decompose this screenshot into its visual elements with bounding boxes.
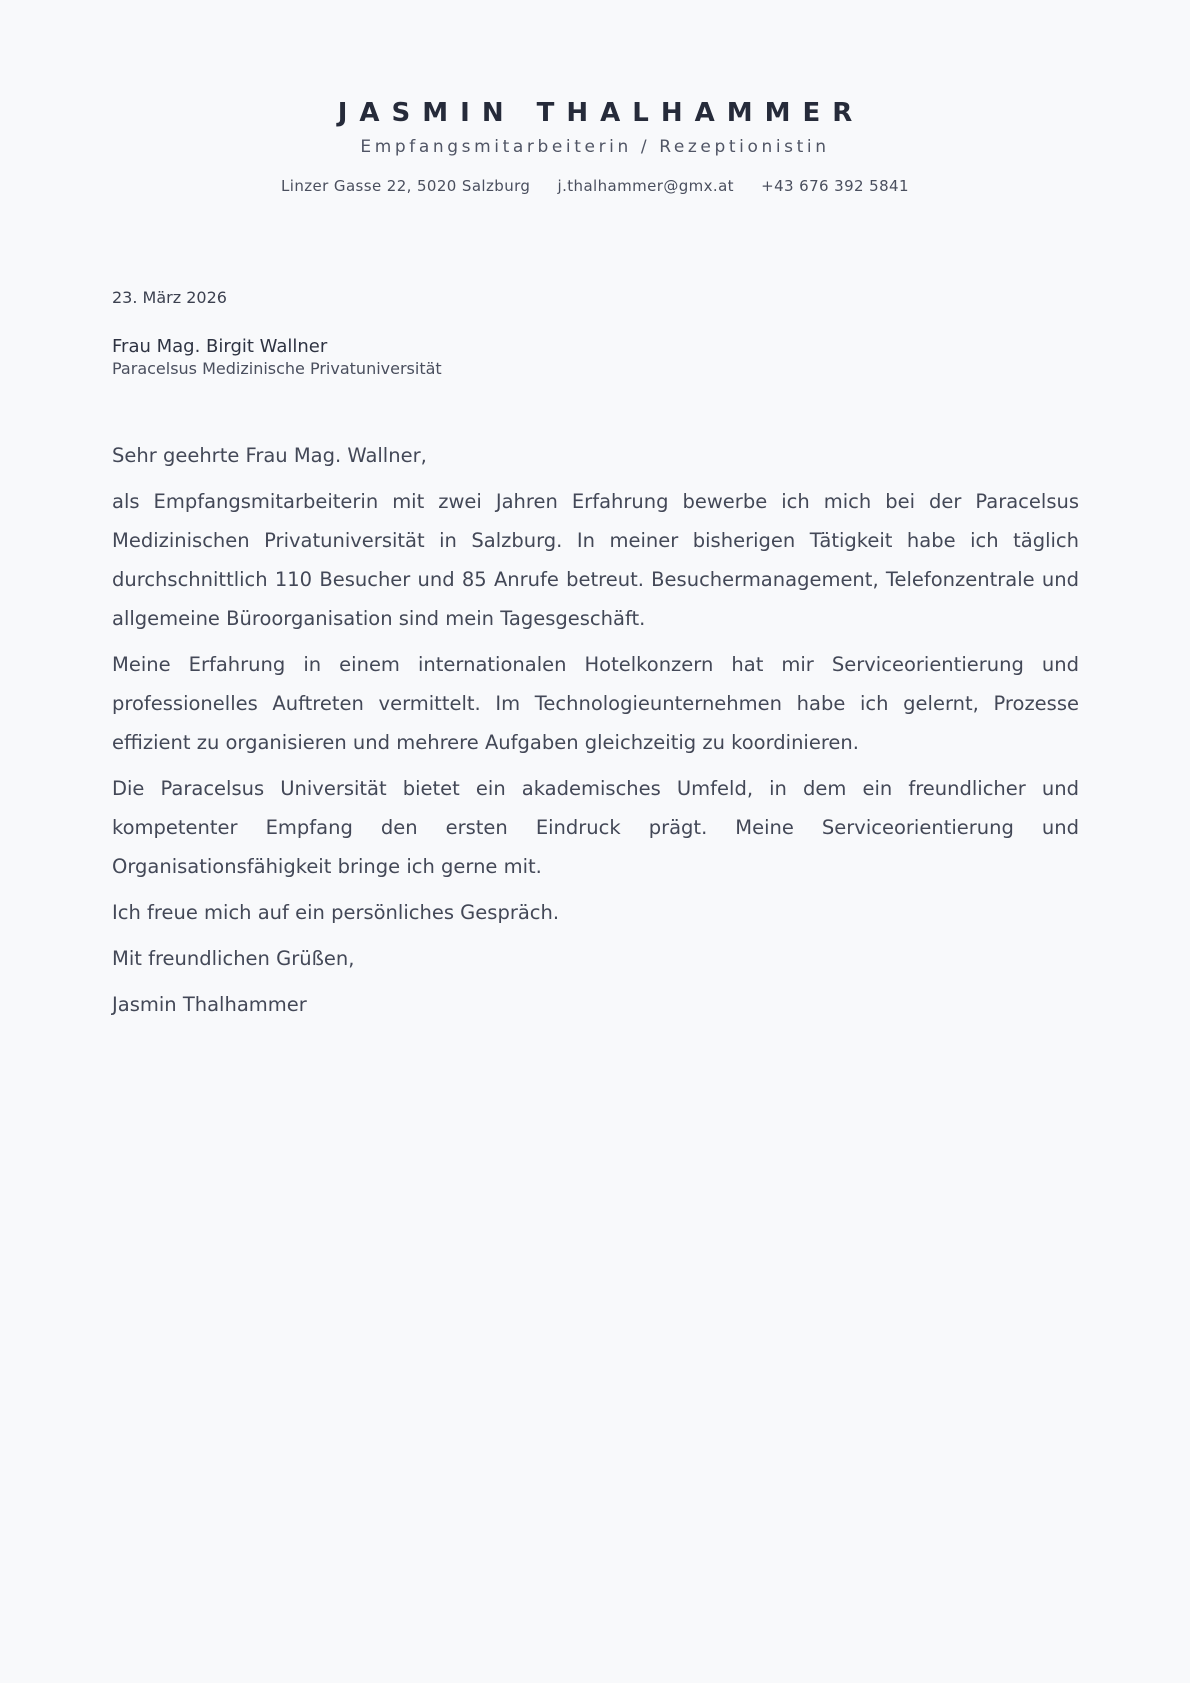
closing-line: Ich freue mich auf ein persönliches Gespräch.: [112, 901, 560, 924]
recipient-name: Frau Mag. Birgit Wallner: [112, 336, 328, 357]
letter-date: 23. März 2026: [112, 288, 227, 307]
recipient-organization: Paracelsus Medizinische Privatuniversität: [112, 359, 442, 378]
contact-email: j.thalhammer@gmx.at: [557, 177, 734, 195]
contact-line: [0, 176, 1190, 196]
letterhead: [0, 96, 1190, 196]
contact-phone: +43 676 392 5841: [761, 177, 909, 195]
paragraph-2: Meine Erfahrung in einem internationalen Hotelkonzern hat mir Serviceorientierung und professionelles Auftreten vermittelt. Im Technologieunternehmen habe ich gelernt, Prozesse effizient zu organisieren und mehrere Aufgaben gleichzeitig zu koordinieren.: [112, 653, 1079, 754]
letter-body: [112, 436, 1079, 1031]
applicant-name: JASMIN THALHAMMER: [337, 98, 865, 128]
closing: Mit freundlichen Grüßen,: [112, 947, 355, 970]
contact-address: Linzer Gasse 22, 5020 Salzburg: [281, 177, 531, 195]
signature: Jasmin Thalhammer: [112, 993, 307, 1016]
paragraph-3: Die Paracelsus Universität bietet ein akademisches Umfeld, in dem ein freundlicher und kompetenter Empfang den ersten Eindruck prägt. Meine Serviceorientierung und Organisationsfähigkeit bringe ich gerne mit.: [112, 777, 1079, 878]
job-title: Empfangsmitarbeiterin / Rezeptionistin: [360, 137, 830, 157]
recipient-block: [112, 336, 1079, 380]
paragraph-1: als Empfangsmitarbeiterin mit zwei Jahren Erfahrung bewerbe ich mich bei der Paracelsus Medizinischen Privatuniversität in Salzburg. In meiner bisherigen Tätigkeit habe ich täglich durchschnittlich 110 Besucher und 85 Anrufe betreut. Besuchermanagement, Telefonzentrale und allgemeine Büroorganisation sind mein Tagesgeschäft.: [112, 490, 1079, 630]
salutation: Sehr geehrte Frau Mag. Wallner,: [112, 444, 427, 467]
